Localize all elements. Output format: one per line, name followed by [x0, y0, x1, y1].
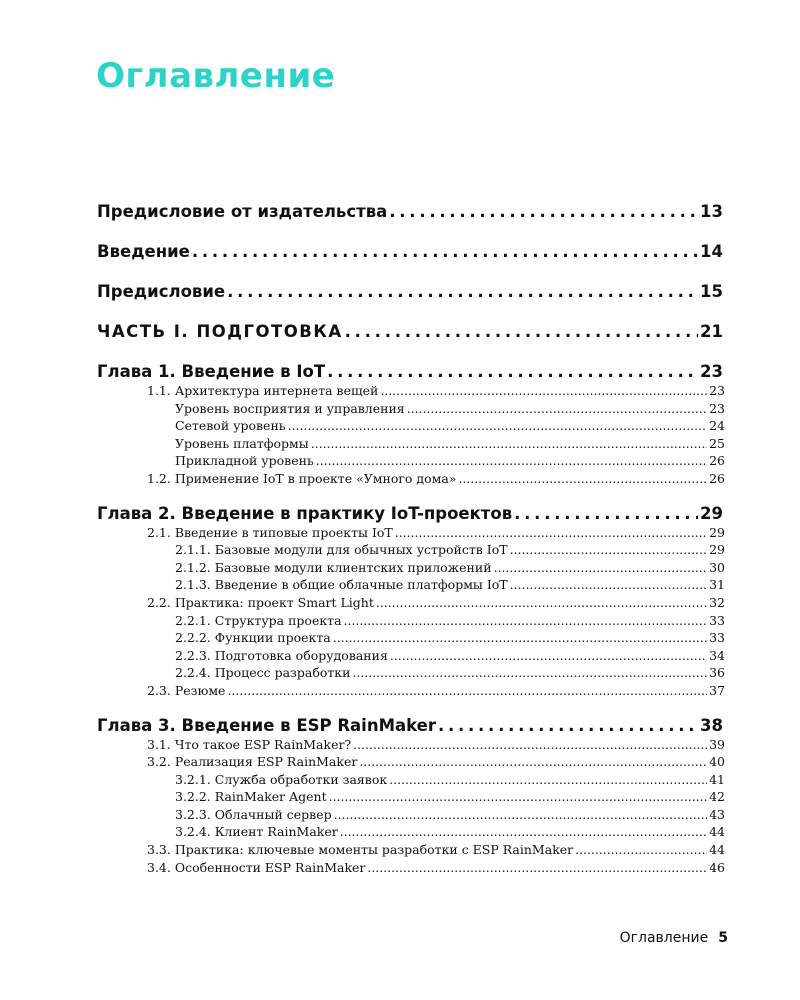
toc-subsection-entry[interactable]: [97, 664, 725, 682]
toc-entry-title: Уровень платформы: [175, 435, 309, 451]
toc-section-entry[interactable]: [97, 736, 725, 754]
toc-entry-page: 39: [709, 736, 725, 752]
toc-entry-title: 2.1.3. Введение в общие облачные платформы IoT: [175, 577, 508, 593]
toc-subsection-entry[interactable]: [97, 788, 725, 806]
toc-entry-page: 29: [709, 542, 725, 558]
toc-entry-title: 2.2.4. Процесс разработки: [175, 665, 351, 681]
toc-entry-page: 46: [709, 859, 725, 875]
toc-entry-page: 25: [709, 435, 725, 451]
page-number: 5: [718, 930, 728, 946]
toc-entry-title: 2.3. Резюме: [147, 682, 226, 698]
toc-subsection-entry[interactable]: [97, 541, 725, 559]
dot-leader: [333, 629, 707, 647]
toc-entry-title: 3.1. Что такое ESP RainMaker?: [147, 736, 352, 752]
toc-entry-page: 23: [700, 362, 723, 381]
toc-entry-page: 33: [709, 612, 725, 628]
toc-entry-page: 33: [709, 630, 725, 646]
toc-entry-title: Глава 1. Введение в IoT: [97, 362, 326, 381]
toc-entry-title: 2.1.2. Базовые модули клиентских приложений: [175, 559, 492, 575]
toc-section-entry[interactable]: [97, 524, 725, 542]
toc-entry-page: 21: [700, 322, 723, 341]
toc-entry-page: 42: [709, 789, 725, 805]
toc-subsection-entry[interactable]: [97, 647, 725, 665]
toc-subsection-entry[interactable]: [97, 823, 725, 841]
dot-leader: [288, 417, 707, 435]
dot-leader: [390, 647, 707, 665]
toc-entry-page: 24: [709, 418, 725, 434]
toc-subsection-entry[interactable]: [97, 559, 725, 577]
toc-subsection-entry[interactable]: [97, 771, 725, 789]
toc-section-entry[interactable]: [97, 382, 725, 400]
dot-leader: [329, 788, 707, 806]
page-title: Оглавление: [96, 56, 336, 96]
dot-leader: [344, 612, 708, 630]
dot-leader: [353, 736, 707, 754]
toc-entry-title: Глава 3. Введение в ESP RainMaker: [97, 715, 436, 735]
toc-entry-page: 44: [709, 842, 725, 858]
toc-entry-page: 13: [700, 202, 723, 221]
toc-entry-title: 2.2. Практика: проект Smart Light: [147, 594, 374, 610]
dot-leader: [311, 435, 707, 453]
dot-leader: [494, 559, 708, 577]
dot-leader: [334, 806, 707, 824]
toc-section-entry[interactable]: [97, 594, 725, 612]
dot-leader: [407, 400, 707, 418]
toc-section-entry[interactable]: [97, 859, 725, 877]
toc-entry-title: Введение: [97, 242, 190, 261]
toc-entry-title: 1.1. Архитектура интернета вещей: [147, 383, 379, 398]
toc-entry-title: 3.2.1. Служба обработки заявок: [175, 771, 388, 787]
toc-front-entry[interactable]: [97, 272, 725, 312]
toc-subsection-entry[interactable]: [97, 629, 725, 647]
toc-subsection-entry[interactable]: [97, 435, 725, 453]
toc-entry-page: 31: [709, 577, 725, 593]
toc-entry-page: 29: [709, 524, 725, 540]
toc-part-entry[interactable]: [97, 312, 725, 352]
toc-section-entry[interactable]: [97, 841, 725, 859]
dot-leader: [227, 272, 698, 312]
toc-entry-page: 26: [709, 470, 725, 486]
toc-entry-title: 2.1.1. Базовые модули для обычных устройств IoT: [175, 542, 508, 558]
toc-section-entry[interactable]: [97, 682, 725, 700]
dot-leader: [575, 841, 707, 859]
toc-entry-page: 38: [700, 715, 723, 735]
dot-leader: [510, 541, 708, 559]
toc-entry-title: Сетевой уровень: [175, 418, 286, 434]
dot-leader: [376, 594, 707, 612]
toc-entry-title: 1.2. Применение IoT в проекте «Умного дома»: [147, 470, 457, 486]
toc-entry-page: 36: [709, 665, 725, 681]
toc-front-entry[interactable]: [97, 192, 725, 232]
toc-entry-page: 43: [709, 806, 725, 822]
toc-entry-title: Предисловие: [97, 282, 226, 301]
toc-entry-title: 3.2. Реализация ESP RainMaker: [147, 754, 358, 770]
dot-leader: [380, 382, 707, 400]
toc-section-entry[interactable]: [97, 470, 725, 488]
dot-leader: [389, 771, 707, 789]
toc-entry-title: 3.3. Практика: ключевые моменты разработки с ESP RainMaker: [147, 842, 574, 858]
toc-entry-title: 2.1. Введение в типовые проекты IoT: [147, 524, 393, 540]
toc-entry-page: 30: [709, 559, 725, 575]
dot-leader: [510, 576, 707, 594]
dot-leader: [227, 682, 707, 700]
toc-entry-title: Прикладной уровень: [175, 453, 314, 469]
toc-entry-title: Уровень восприятия и управления: [175, 400, 405, 416]
table-of-contents: [97, 192, 725, 876]
dot-leader: [316, 452, 707, 470]
toc-entry-page: 14: [700, 242, 723, 261]
dot-leader: [345, 312, 698, 352]
dot-leader: [340, 823, 707, 841]
toc-entry-page: 34: [709, 647, 725, 663]
toc-entry-title: 3.2.4. Клиент RainMaker: [175, 824, 338, 840]
toc-entry-page: 29: [700, 503, 723, 523]
toc-entry-page: 23: [709, 400, 725, 416]
toc-subsection-entry[interactable]: [97, 806, 725, 824]
toc-entry-page: 26: [709, 453, 725, 469]
dot-leader: [359, 753, 707, 771]
dot-leader: [395, 524, 707, 542]
toc-subsection-entry[interactable]: [97, 576, 725, 594]
toc-entry-page: 41: [709, 771, 725, 787]
dot-leader: [458, 470, 707, 488]
toc-entry-title: 3.2.3. Облачный сервер: [175, 806, 332, 822]
dot-leader: [389, 192, 698, 232]
toc-entry-page: 44: [709, 824, 725, 840]
toc-subsection-entry[interactable]: [97, 400, 725, 418]
toc-entry-title: 2.2.2. Функции проекта: [175, 630, 331, 646]
toc-entry-title: 3.4. Особенности ESP RainMaker: [147, 859, 366, 875]
dot-leader: [367, 859, 707, 877]
footer-label: Оглавление: [619, 930, 709, 946]
toc-subsection-entry[interactable]: [97, 452, 725, 470]
toc-entry-page: 32: [709, 594, 725, 610]
page-footer: [620, 930, 728, 946]
toc-section-entry[interactable]: [97, 753, 725, 771]
toc-subsection-entry[interactable]: [97, 612, 725, 630]
toc-entry-title: ЧАСТЬ I. ПОДГОТОВКА: [97, 322, 343, 341]
toc-entry-title: Глава 2. Введение в практику IoT-проектов: [97, 503, 513, 523]
toc-entry-title: 2.2.1. Структура проекта: [175, 612, 342, 628]
toc-entry-page: 15: [700, 282, 723, 301]
toc-subsection-entry[interactable]: [97, 417, 725, 435]
toc-entry-title: 3.2.2. RainMaker Agent: [175, 789, 327, 805]
dot-leader: [352, 664, 707, 682]
toc-entry-page: 40: [709, 754, 725, 770]
toc-entry-page: 23: [709, 383, 725, 398]
dot-leader: [192, 232, 698, 272]
toc-front-entry[interactable]: [97, 232, 725, 272]
toc-entry-title: 2.2.3. Подготовка оборудования: [175, 647, 388, 663]
toc-entry-title: Предисловие от издательства: [97, 202, 388, 221]
toc-entry-page: 37: [709, 682, 725, 698]
